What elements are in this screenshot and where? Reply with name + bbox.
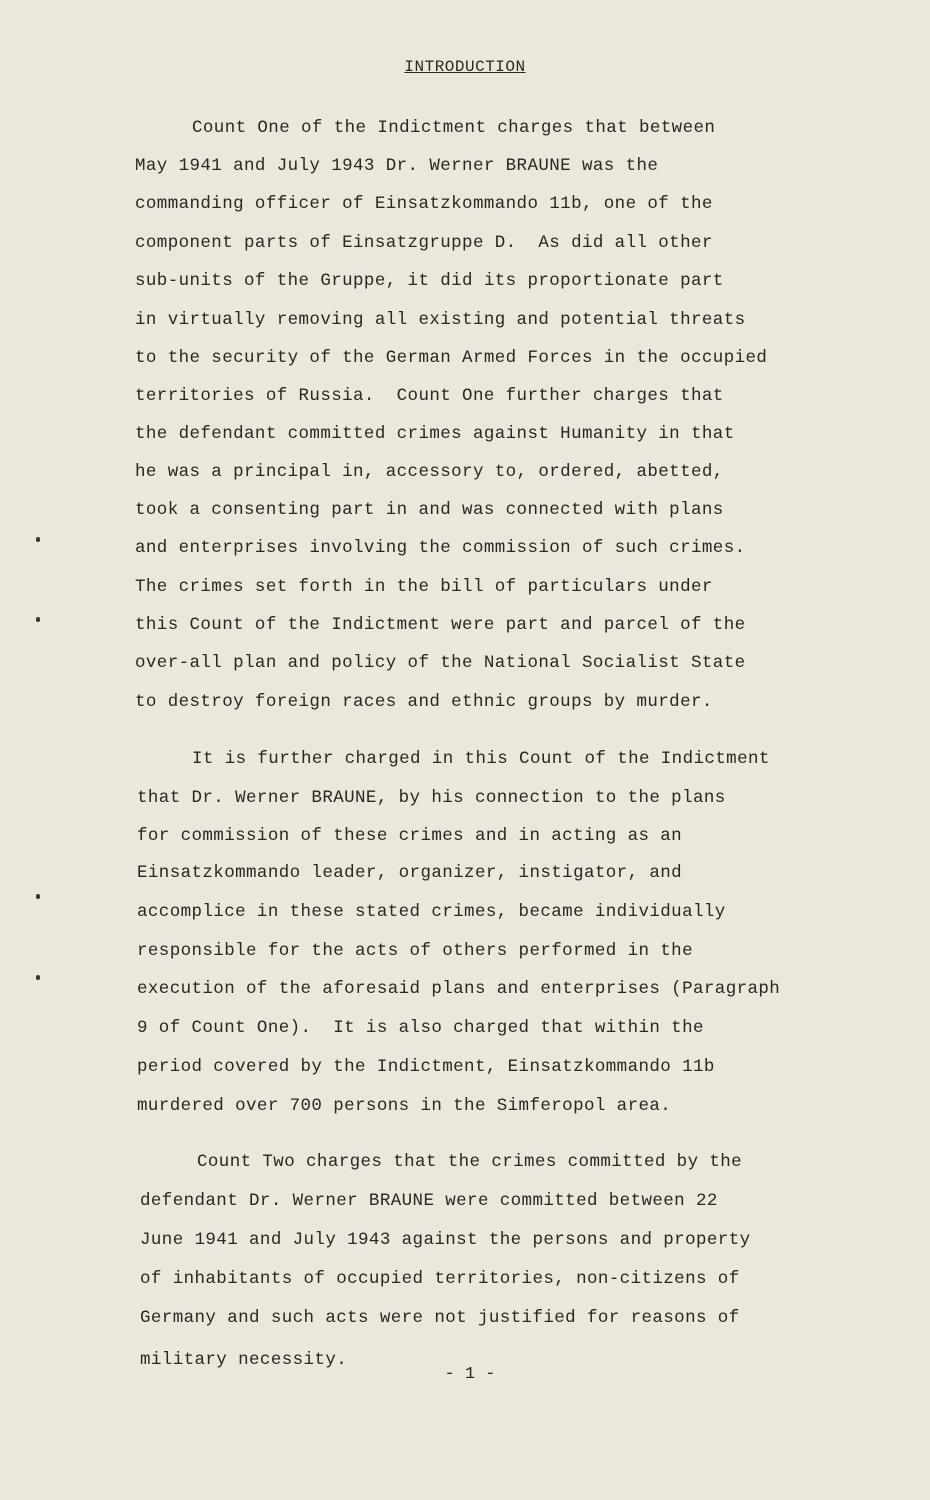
paragraph-3-line: defendant Dr. Werner BRAUNE were committed between 22 [140, 1191, 718, 1211]
paragraph-1-line: over-all plan and policy of the National Socialist State [135, 653, 746, 673]
paragraph-3-line: of inhabitants of occupied territories, non-citizens of [140, 1269, 740, 1289]
paragraph-1-line: sub-units of the Gruppe, it did its proportionate part [135, 271, 724, 291]
paragraph-1-line: territories of Russia. Count One further charges that [135, 386, 724, 406]
paragraph-1-line: and enterprises involving the commission of such crimes. [135, 538, 746, 558]
paragraph-2-line: execution of the aforesaid plans and enterprises (Paragraph [137, 979, 781, 999]
paragraph-2-line: It is further charged in this Count of the Indictment [192, 749, 770, 769]
paragraph-1-line: he was a principal in, accessory to, ordered, abetted, [135, 462, 724, 482]
paragraph-3-line: Germany and such acts were not justified for reasons of [140, 1308, 740, 1328]
paragraph-2-line: murdered over 700 persons in the Simferopol area. [137, 1096, 672, 1116]
paragraph-3-line: June 1941 and July 1943 against the persons and property [140, 1230, 751, 1250]
margin-mark [36, 975, 40, 980]
paragraph-1-line: took a consenting part in and was connected with plans [135, 500, 724, 520]
paragraph-1-line: this Count of the Indictment were part and parcel of the [135, 615, 746, 635]
paragraph-3-line: military necessity. [140, 1350, 348, 1370]
paragraph-2-line: Einsatzkommando leader, organizer, instigator, and [137, 863, 683, 883]
paragraph-1-line: to the security of the German Armed Forces in the occupied [135, 348, 768, 368]
paragraph-1-line: May 1941 and July 1943 Dr. Werner BRAUNE was the [135, 156, 659, 176]
paragraph-3-line: Count Two charges that the crimes committed by the [197, 1152, 743, 1172]
paragraph-1-line: Count One of the Indictment charges that between [192, 118, 716, 138]
paragraph-2-line: for commission of these crimes and in acting as an [137, 826, 683, 846]
page-number: - 1 - [444, 1365, 496, 1384]
paragraph-2-line: accomplice in these stated crimes, became individually [137, 902, 726, 922]
paragraph-1-line: component parts of Einsatzgruppe D. As did all other [135, 233, 713, 253]
page-title: INTRODUCTION [404, 58, 526, 76]
margin-mark [36, 617, 40, 622]
paragraph-1-line: the defendant committed crimes against Humanity in that [135, 424, 735, 444]
paragraph-2-line: 9 of Count One). It is also charged that within the [137, 1018, 704, 1038]
paragraph-1-line: commanding officer of Einsatzkommando 11b, one of the [135, 194, 713, 214]
paragraph-1-line: The crimes set forth in the bill of particulars under [135, 577, 713, 597]
margin-mark [36, 894, 40, 899]
margin-mark [36, 537, 40, 542]
paragraph-2-line: period covered by the Indictment, Einsatzkommando 11b [137, 1057, 715, 1077]
paragraph-1-line: in virtually removing all existing and potential threats [135, 310, 746, 330]
paragraph-2-line: responsible for the acts of others performed in the [137, 941, 693, 961]
paragraph-1-line: to destroy foreign races and ethnic groups by murder. [135, 692, 713, 712]
paragraph-2-line: that Dr. Werner BRAUNE, by his connection to the plans [137, 788, 726, 808]
